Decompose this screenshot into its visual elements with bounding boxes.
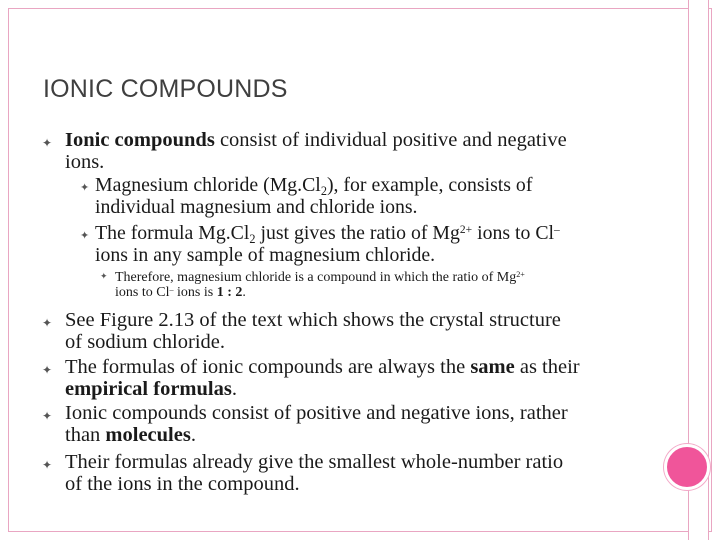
term-same: same <box>470 356 515 378</box>
bullet-not-molecules <box>65 403 568 446</box>
diamond-bullet-icon: ✦ <box>42 363 53 377</box>
bullet-text: Their formulas already give the smallest whole-number ratio <box>65 451 564 473</box>
subbullet-magnesium-chloride <box>95 175 532 218</box>
bullet-figure-reference <box>65 310 561 353</box>
superscript: 2+ <box>516 269 525 279</box>
bullet-text: The formulas of ionic compounds are always the <box>65 356 471 378</box>
subsubbullet-ratio <box>115 270 525 300</box>
superscript: 2+ <box>459 223 473 236</box>
bullet-text: . <box>231 377 237 400</box>
bullet-text: Ionic compounds consist of positive and negative ions, rather <box>65 402 568 424</box>
diamond-bullet-icon: ✦ <box>80 181 90 194</box>
term-empirical-formulas: empirical formulas <box>65 377 232 400</box>
diamond-bullet-icon: ✦ <box>80 229 90 242</box>
decorative-circle <box>664 444 710 490</box>
bullet-text: consist of individual positive and negative <box>214 129 567 151</box>
diamond-bullet-icon: ✦ <box>42 458 53 472</box>
bullet-text-line2: ions. <box>65 150 105 173</box>
bullet-text: . <box>190 423 196 446</box>
subsubbullet-text: ions is <box>173 285 217 300</box>
subscript: 2 <box>320 183 327 198</box>
diamond-bullet-icon: ✦ <box>42 136 53 150</box>
bullet-smallest-ratio <box>65 452 563 495</box>
subbullet-text: The formula Mg.Cl <box>95 222 250 244</box>
bullet-text: than <box>65 423 106 446</box>
subbullet-text: ), for example, consists of <box>326 174 533 196</box>
bullet-text-line2: of sodium chloride. <box>65 330 225 353</box>
subbullet-formula-ratio <box>95 223 560 266</box>
subbullet-text: just gives the ratio of Mg <box>255 222 460 244</box>
subsubbullet-text: ions to Cl <box>115 285 170 300</box>
subbullet-text-line2: ions in any sample of magnesium chloride. <box>95 243 436 266</box>
slide-title: IONIC COMPOUNDS <box>43 75 288 103</box>
diamond-bullet-icon: ✦ <box>42 316 53 330</box>
bullet-text: See Figure 2.13 of the text which shows the crystal structure <box>65 309 561 331</box>
subsubbullet-text: Therefore, magnesium chloride is a compound in which the ratio of Mg <box>115 270 517 285</box>
bullet-ionic-compounds <box>65 130 567 173</box>
term-molecules: molecules <box>105 423 191 446</box>
subsubbullet-text: . <box>242 285 246 300</box>
diamond-bullet-icon: ✦ <box>100 272 108 282</box>
bullet-empirical-formulas <box>65 357 580 400</box>
bullet-text: as their <box>514 356 580 378</box>
diamond-bullet-icon: ✦ <box>42 409 53 423</box>
superscript: – <box>554 223 560 236</box>
subscript: 2 <box>249 231 256 246</box>
term-ionic-compounds: Ionic compounds <box>65 129 215 151</box>
subbullet-text-line2: individual magnesium and chloride ions. <box>95 195 418 218</box>
subbullet-text: ions to Cl <box>472 222 555 244</box>
ratio-value: 1 : 2 <box>216 285 243 300</box>
bullet-text-line2: of the ions in the compound. <box>65 472 300 495</box>
subbullet-text: Magnesium chloride (Mg.Cl <box>95 174 321 196</box>
superscript: – <box>169 284 174 294</box>
